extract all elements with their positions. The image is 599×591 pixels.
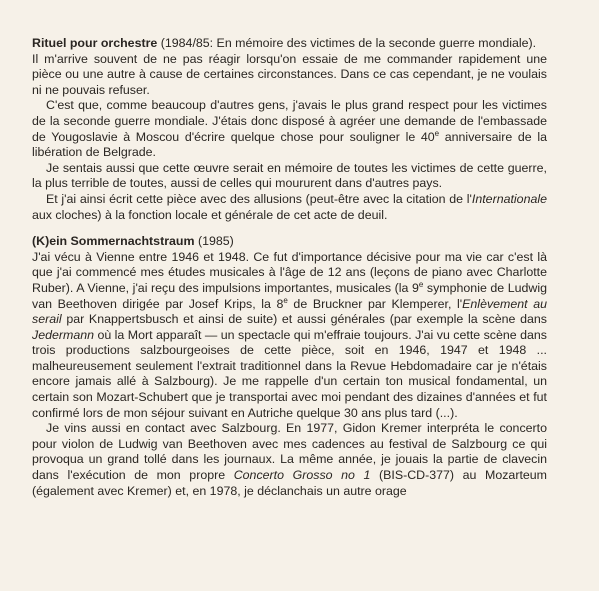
work-subtitle: (1985) <box>194 234 234 249</box>
work-subtitle: (1984/85: En mémoire des victimes de la seconde guerre mondiale). <box>157 36 537 50</box>
text-run: Je vins aussi en contact avec Salzbourg. En 1977, Gidon Kremer interpréta le concerto pour violon de Ludwig van Beethoven avec mes cadences au festival de Salzbourg ce qui provoqua un grand tollé dans les journaux. La même année, je jouais la partie de clavecin dans l'exécution de mon propre <box>32 421 547 483</box>
text-run: aux cloches) à la fonction locale et générale de cet acte de deuil. <box>32 207 388 222</box>
text-run: J'ai vécu à Vienne entre 1946 et 1948. Ce fut d'importance décisive pour ma vie car c'est là que j'ai commencé mes études musicales à l'âge de 12 ans (leçons de piano avec Charlotte Ruber). A Vienne, j'ai reçu des impulsions importantes, musicales (la 9 <box>32 249 547 295</box>
document-page <box>32 36 547 499</box>
text-run: par Knappertsbusch et ainsi de suite) et aussi générales (par exemple la scène dans <box>61 312 547 327</box>
italic-title: Internationale <box>471 191 547 206</box>
paragraph <box>32 192 547 223</box>
paragraph: Il m'arrive souvent de ne pas réagir lorsqu'on essaie de me commander rapidement une pièce ou une autre à cause de certaines circonstances. Dans ce cas cependant, je ne voulais ni ne pouvais refuser. <box>32 51 547 97</box>
work-title: (K)ein Sommernachtstraum <box>32 234 195 249</box>
paragraph <box>32 250 547 422</box>
text-run: où la Mort apparaît — un spectacle qui m'effraie toujours. J'ai vu cette scène dans trois productions salzbourgeoises de cette pièce, soit en 1946, 1947 et 1948 ... malheureusement seulement l'extrait traditionnel dans la Revue Hebdomadaire car je n'étais encore jamais allé à Salzbourg). Je me rappelle d'un certain ton musical fondamental, un certain son Mozart-Schubert que je transportai avec moi pendant des dizaines d'années et fut confirmé lors de mon séjour suivant en Autriche quelque 30 ans plus tard (...). <box>32 327 547 420</box>
italic-title: Enlèvement au serail <box>32 296 547 327</box>
italic-title: Jedermann <box>32 327 94 342</box>
section-heading-sommernachtstraum <box>32 234 547 250</box>
section-heading-rituel <box>32 36 547 52</box>
text-run: de Bruckner par Klemperer, l' <box>287 296 463 311</box>
italic-title: Concerto Grosso no 1 <box>233 468 371 483</box>
text-run: symphonie de Ludwig van Beethoven dirigée par Josef Krips, la 8 <box>32 280 548 311</box>
superscript: e <box>283 295 288 305</box>
text-run: Et j'ai ainsi écrit cette pièce avec des allusions (peut-être avec la citation de l' <box>46 191 472 206</box>
superscript: e <box>434 128 440 138</box>
paragraph <box>32 98 547 160</box>
superscript: e <box>418 279 424 289</box>
text-run: (BIS-CD-377) au Mozarteum (également avec Kremer) et, en 1978, je déclanchais un autre orage <box>32 468 547 498</box>
work-title: Rituel pour orchestre <box>32 36 158 50</box>
text-run: anniversaire de la libération de Belgrade. <box>32 129 547 160</box>
paragraph: Je sentais aussi que cette œuvre serait en mémoire de toutes les victimes de cette guerre, la plus terrible de toutes, aussi de celles qui moururent dans d'autres pays. <box>32 160 547 191</box>
paragraph <box>32 421 547 499</box>
text-run: C'est que, comme beaucoup d'autres gens, j'avais le plus grand respect pour les victimes de la seconde guerre mondiale. J'étais donc disposé à agréer une demande de l'embassade de Yougoslavie à Moscou d'écrire quelque chose pour souligner le 40 <box>32 98 547 144</box>
